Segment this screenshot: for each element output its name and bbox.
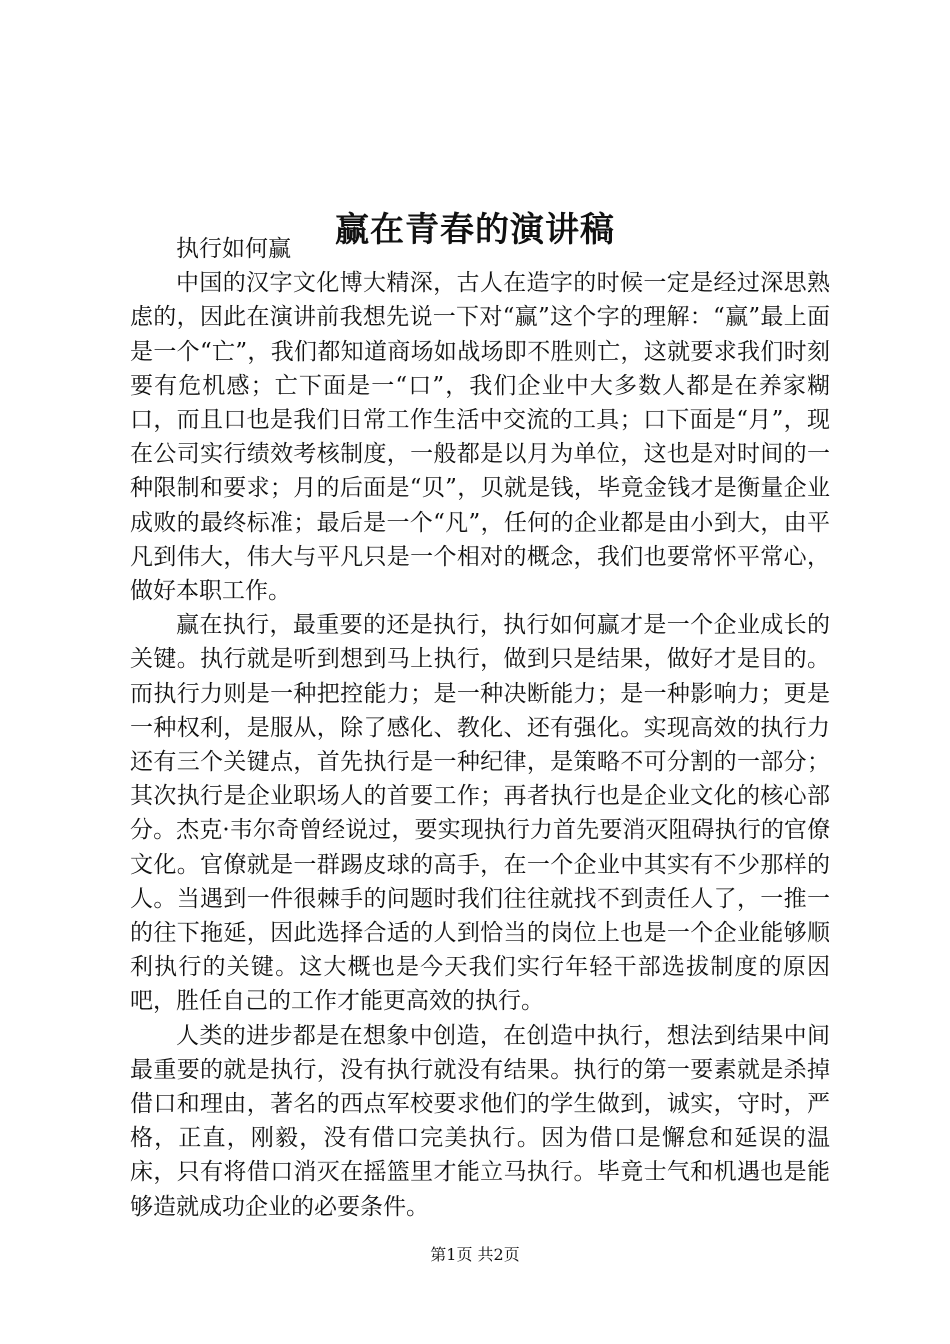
document-body (130, 232, 830, 1224)
paragraph: 中国的汉字文化博大精深，古人在造字的时候一定是经过深思熟虑的，因此在演讲前我想先说一下对“赢”这个字的理解：“赢”最上面是一个“亡”，我们都知道商场如战场即不胜则亡，这就要求我们时刻要有危机感；亡下面是一“口”，我们企业中大多数人都是在养家糊口，而且口也是我们日常工作生活中交流的工具；口下面是“月”，现在公司实行绩效考核制度，一般都是以月为单位，这也是对时间的一种限制和要求；月的后面是“贝”，贝就是钱，毕竟金钱才是衡量企业成败的最终标准；最后是一个“凡”，任何的企业都是由小到大，由平凡到伟大，伟大与平凡只是一个相对的概念，我们也要常怀平常心，做好本职工作。 (130, 270, 830, 605)
paragraph: 人类的进步都是在想象中创造，在创造中执行，想法到结果中间最重要的就是执行，没有执行就没有结果。执行的第一要素就是杀掉借口和理由，著名的西点军校要求他们的学生做到，诚实，守时，严格，正直，刚毅，没有借口完美执行。因为借口是懈怠和延误的温床，只有将借口消灭在摇篮里才能立马执行。毕竟士气和机遇也是能够造就成功企业的必要条件。 (130, 1022, 830, 1220)
page-title: 赢在青春的演讲稿 (335, 209, 615, 250)
paragraph-subtitle: 执行如何赢 (176, 236, 291, 262)
paragraph: 赢在执行，最重要的还是执行，执行如何赢才是一个企业成长的关键。执行就是听到想到马上执行，做到只是结果，做好才是目的。而执行力则是一种把控能力；是一种决断能力；是一种影响力；更是一种权利，是服从，除了感化、教化、还有强化。实现高效的执行力还有三个关键点，首先执行是一种纪律，是策略不可分割的一部分；其次执行是企业职场人的首要工作；再者执行也是企业文化的核心部分。杰克·韦尔奇曾经说过，要实现执行力首先要消灭阻碍执行的官僚文化。官僚就是一群踢皮球的高手，在一个企业中其实有不少那样的人。当遇到一件很棘手的问题时我们往往就找不到责任人了，一推一的往下拖延，因此选择合适的人到恰当的岗位上也是一个企业能够顺利执行的关键。这大概也是今天我们实行年轻干部选拔制度的原因吧，胜任自己的工作才能更高效的执行。 (130, 612, 830, 1015)
page-number-footer: 第1页 共2页 (430, 1245, 520, 1264)
